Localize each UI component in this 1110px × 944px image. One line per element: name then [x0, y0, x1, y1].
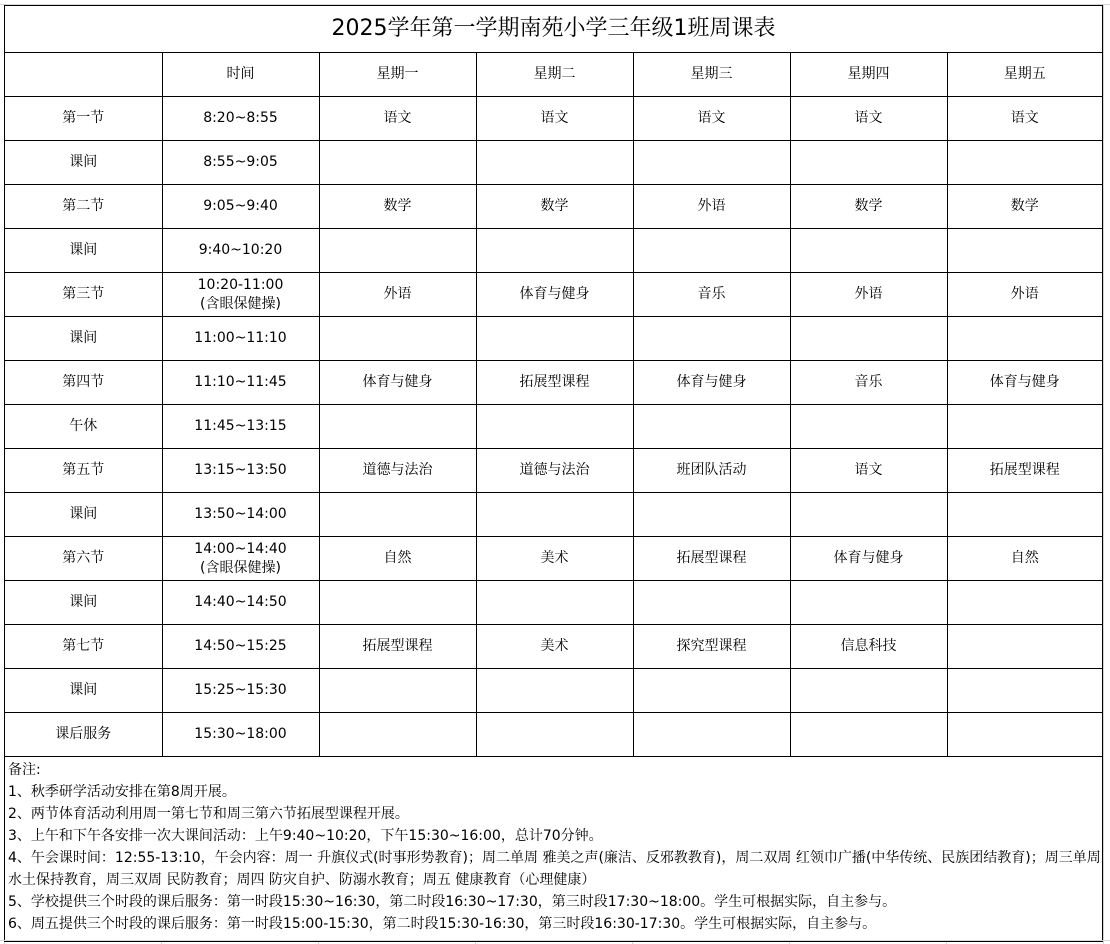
subject-cell[interactable] [319, 141, 476, 185]
subject-cell[interactable]: 拓展型课程 [319, 625, 476, 669]
table-row [5, 273, 1102, 317]
time-range: 13:15~13:50 [194, 462, 287, 478]
table-row [5, 449, 1102, 493]
time-range: 13:50~14:00 [194, 506, 287, 522]
subject-cell[interactable] [319, 493, 476, 537]
subject-cell[interactable]: 外语 [633, 185, 790, 229]
subject-cell[interactable] [947, 229, 1102, 273]
subject-cell[interactable]: 体育与健身 [319, 361, 476, 405]
time-note: (含眼保健操) [200, 559, 281, 576]
subject-cell[interactable] [790, 669, 947, 713]
time-cell[interactable] [162, 581, 319, 625]
subject-cell[interactable]: 信息科技 [790, 625, 947, 669]
subject-cell[interactable]: 语文 [633, 97, 790, 141]
time-range: 10:20-11:00 [197, 276, 284, 293]
subject-cell[interactable] [319, 317, 476, 361]
time-cell[interactable] [162, 669, 319, 713]
subject-cell[interactable] [319, 581, 476, 625]
time-range: 11:45~13:15 [194, 418, 287, 434]
subject-cell[interactable] [319, 669, 476, 713]
subject-cell[interactable]: 语文 [476, 97, 633, 141]
subject-cell[interactable] [319, 405, 476, 449]
time-range: 15:30~18:00 [194, 726, 287, 742]
time-cell[interactable] [162, 493, 319, 537]
period-label-cell[interactable]: 第三节 [5, 273, 162, 317]
note-item[interactable]: 3、上午和下午各安排一次大课间活动：上午9:40~10:20，下午15:30~16:00，总计70分钟。 [8, 828, 603, 844]
notes-section [5, 757, 1102, 941]
subject-cell[interactable]: 外语 [790, 273, 947, 317]
time-range: 9:05~9:40 [203, 198, 278, 214]
subject-cell[interactable]: 体育与健身 [947, 361, 1102, 405]
subject-cell[interactable] [476, 317, 633, 361]
subject-cell[interactable] [947, 317, 1102, 361]
subject-cell[interactable] [790, 317, 947, 361]
subject-cell[interactable] [476, 405, 633, 449]
subject-cell[interactable]: 自然 [947, 537, 1102, 581]
period-label-cell[interactable]: 第六节 [5, 537, 162, 581]
note-item[interactable]: 1、秋季研学活动安排在第8周开展。 [8, 784, 236, 800]
subject-cell[interactable] [319, 713, 476, 757]
timetable-frame [4, 5, 1103, 942]
note-item[interactable]: 6、周五提供三个时段的课后服务：第一时段15:00-15:30，第二时段15:30-16:30，第三时段16:30-17:30。学生可根据实际，自主参与。 [8, 916, 877, 932]
period-label-cell[interactable]: 课间 [5, 493, 162, 537]
subject-cell[interactable] [633, 405, 790, 449]
time-range: 15:25~15:30 [194, 682, 287, 698]
time-cell[interactable] [162, 141, 319, 185]
subject-cell[interactable]: 体育与健身 [633, 361, 790, 405]
period-label-cell[interactable]: 午休 [5, 405, 162, 449]
bottom-gridline [0, 940, 1110, 941]
subject-cell[interactable]: 探究型课程 [633, 625, 790, 669]
table-row [5, 229, 1102, 273]
subject-cell[interactable]: 音乐 [790, 361, 947, 405]
subject-cell[interactable] [947, 713, 1102, 757]
time-range: 8:55~9:05 [203, 154, 278, 170]
period-label-cell[interactable]: 课间 [5, 317, 162, 361]
subject-cell[interactable] [790, 229, 947, 273]
subject-cell[interactable] [476, 141, 633, 185]
subject-cell[interactable] [319, 229, 476, 273]
header-corner-cell[interactable] [5, 53, 162, 97]
table-row [5, 537, 1102, 581]
subject-cell[interactable]: 语文 [319, 97, 476, 141]
table-row [5, 493, 1102, 537]
subject-cell[interactable] [476, 669, 633, 713]
subject-cell[interactable] [633, 141, 790, 185]
subject-cell[interactable]: 语文 [790, 449, 947, 493]
period-label-cell[interactable]: 课间 [5, 229, 162, 273]
subject-cell[interactable]: 数学 [947, 185, 1102, 229]
subject-cell[interactable]: 语文 [947, 97, 1102, 141]
note-item[interactable]: 4、午会课时间：12:55-13:10，午会内容：周一 升旗仪式(时事形势教育)；周二单周 雅美之声(廉洁、反邪教教育)，周二双周 红领巾广播(中华传统、民族团结教育)；周三单周 水土保持教育，周三双周 民防教育；周四 防灾自护、防溺水教育；周五 健康教育（心理健康） [8, 850, 1101, 888]
subject-cell[interactable] [633, 669, 790, 713]
subject-cell[interactable]: 外语 [319, 273, 476, 317]
time-range: 14:50~15:25 [194, 638, 287, 654]
header-cell[interactable]: 星期四 [790, 53, 947, 97]
subject-cell[interactable] [947, 625, 1102, 669]
subject-cell[interactable] [790, 713, 947, 757]
subject-cell[interactable]: 数学 [790, 185, 947, 229]
table-row [5, 405, 1102, 449]
subject-cell[interactable] [790, 493, 947, 537]
time-range: 9:40~10:20 [198, 242, 283, 258]
table-row [5, 581, 1102, 625]
time-range: 14:00~14:40 [194, 540, 287, 557]
subject-cell[interactable] [633, 713, 790, 757]
period-label-cell[interactable]: 第五节 [5, 449, 162, 493]
time-cell[interactable] [162, 537, 319, 581]
subject-cell[interactable]: 自然 [319, 537, 476, 581]
subject-cell[interactable]: 体育与健身 [476, 273, 633, 317]
time-range: 11:10~11:45 [194, 374, 287, 390]
subject-cell[interactable] [947, 141, 1102, 185]
note-item[interactable]: 2、两节体育活动利用周一第七节和周三第六节拓展型课程开展。 [8, 806, 409, 822]
period-label-cell[interactable]: 第一节 [5, 97, 162, 141]
period-label-cell[interactable]: 第二节 [5, 185, 162, 229]
header-cell[interactable]: 星期一 [319, 53, 476, 97]
period-label-cell[interactable]: 课间 [5, 141, 162, 185]
subject-cell[interactable] [947, 405, 1102, 449]
subject-cell[interactable] [633, 493, 790, 537]
subject-cell[interactable]: 拓展型课程 [476, 361, 633, 405]
time-cell[interactable] [162, 405, 319, 449]
time-range: 8:20~8:55 [203, 110, 278, 126]
period-label-cell[interactable]: 课间 [5, 669, 162, 713]
time-cell[interactable] [162, 185, 319, 229]
subject-cell[interactable] [947, 669, 1102, 713]
subject-cell[interactable] [476, 229, 633, 273]
time-cell[interactable] [162, 273, 319, 317]
subject-cell[interactable]: 外语 [947, 273, 1102, 317]
time-cell[interactable] [162, 361, 319, 405]
subject-cell[interactable]: 音乐 [633, 273, 790, 317]
subject-cell[interactable] [476, 493, 633, 537]
period-label-cell[interactable]: 第四节 [5, 361, 162, 405]
time-range: 14:40~14:50 [194, 594, 287, 610]
table-row [5, 361, 1102, 405]
subject-cell[interactable]: 道德与法治 [476, 449, 633, 493]
period-label-cell[interactable]: 课后服务 [5, 713, 162, 757]
time-note: (含眼保健操) [200, 295, 281, 312]
subject-cell[interactable]: 班团队活动 [633, 449, 790, 493]
time-cell[interactable] [162, 449, 319, 493]
time-cell[interactable] [162, 625, 319, 669]
time-range: 11:00~11:10 [194, 330, 287, 346]
time-cell[interactable] [162, 97, 319, 141]
subject-cell[interactable]: 体育与健身 [790, 537, 947, 581]
table-row [5, 97, 1102, 141]
notes-heading[interactable]: 备注: [8, 762, 41, 778]
header-row [5, 53, 1102, 97]
table-row [5, 185, 1102, 229]
subject-cell[interactable]: 拓展型课程 [633, 537, 790, 581]
subject-cell[interactable] [476, 581, 633, 625]
time-cell[interactable] [162, 229, 319, 273]
table-row [5, 317, 1102, 361]
header-cell[interactable]: 星期二 [476, 53, 633, 97]
subject-cell[interactable] [633, 317, 790, 361]
subject-cell[interactable]: 美术 [476, 537, 633, 581]
subject-cell[interactable]: 数学 [319, 185, 476, 229]
table-row [5, 669, 1102, 713]
header-cell[interactable]: 星期五 [947, 53, 1102, 97]
timetable-grid [5, 53, 1102, 757]
subject-cell[interactable]: 美术 [476, 625, 633, 669]
subject-cell[interactable] [790, 405, 947, 449]
note-item[interactable]: 5、学校提供三个时段的课后服务：第一时段15:30~16:30，第二时段16:30~17:30，第三时段17:30~18:00。学生可根据实际，自主参与。 [8, 894, 897, 910]
timetable-body [5, 53, 1102, 757]
period-label-cell[interactable]: 课间 [5, 581, 162, 625]
subject-cell[interactable]: 拓展型课程 [947, 449, 1102, 493]
subject-cell[interactable]: 数学 [476, 185, 633, 229]
subject-cell[interactable] [947, 493, 1102, 537]
table-row [5, 625, 1102, 669]
subject-cell[interactable]: 语文 [790, 97, 947, 141]
subject-cell[interactable] [790, 141, 947, 185]
header-cell[interactable]: 时间 [162, 53, 319, 97]
timetable-title[interactable]: 2025学年第一学期南苑小学三年级1班周课表 [5, 6, 1102, 53]
subject-cell[interactable] [476, 713, 633, 757]
subject-cell[interactable] [947, 581, 1102, 625]
subject-cell[interactable] [633, 581, 790, 625]
subject-cell[interactable] [790, 581, 947, 625]
subject-cell[interactable]: 道德与法治 [319, 449, 476, 493]
header-cell[interactable]: 星期三 [633, 53, 790, 97]
time-cell[interactable] [162, 713, 319, 757]
table-row [5, 141, 1102, 185]
period-label-cell[interactable]: 第七节 [5, 625, 162, 669]
subject-cell[interactable] [633, 229, 790, 273]
table-row [5, 713, 1102, 757]
time-cell[interactable] [162, 317, 319, 361]
